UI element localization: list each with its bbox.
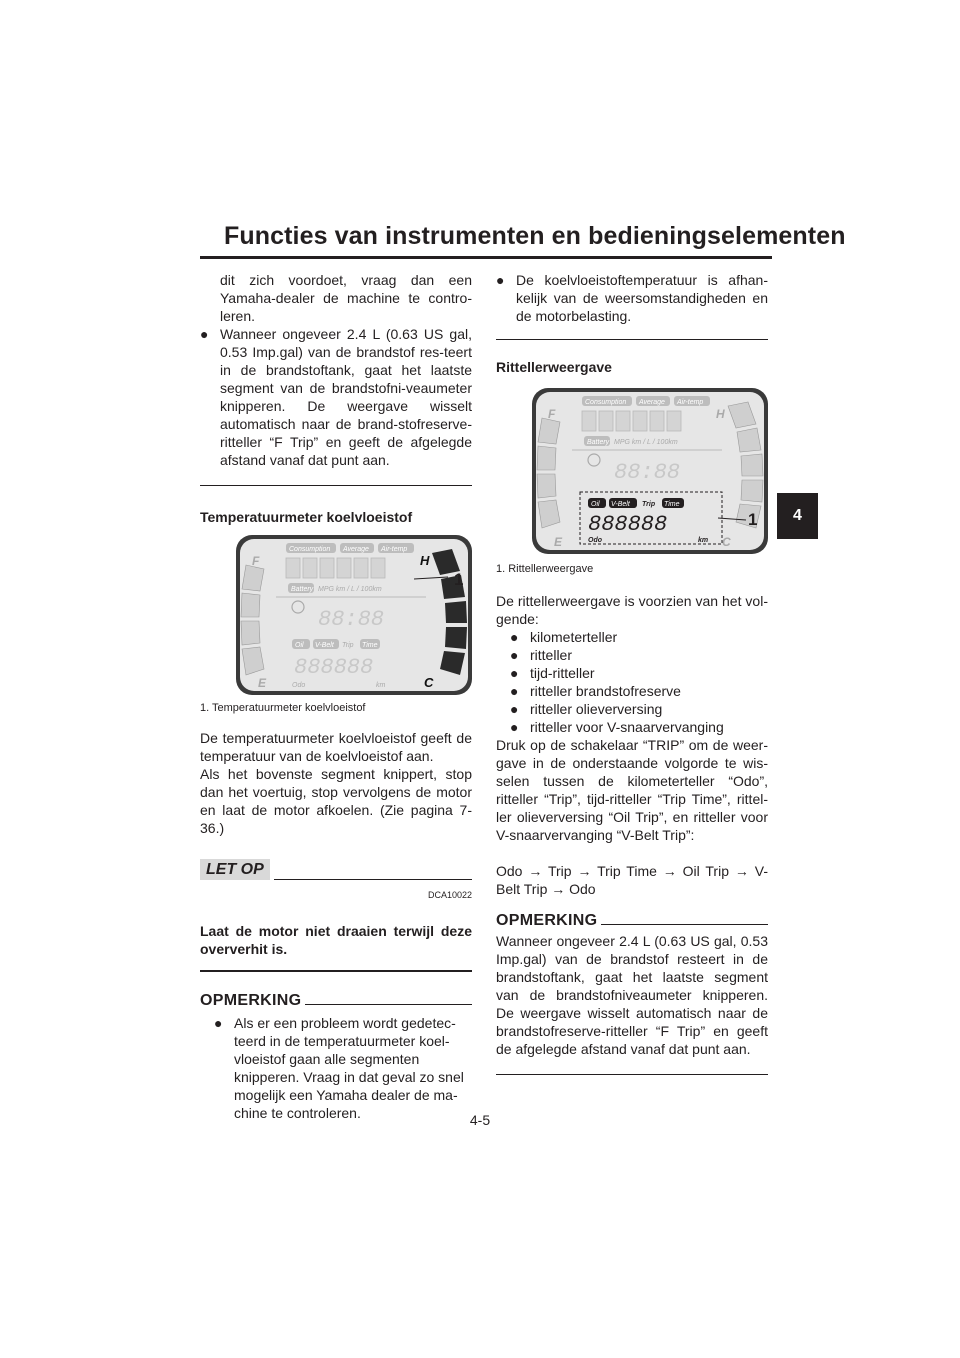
caution-rule: [274, 879, 472, 880]
list-item: [496, 664, 768, 682]
lcd-display-image: [236, 535, 472, 695]
bullet-item: [200, 325, 472, 469]
bullet-icon: ●: [510, 665, 519, 681]
figure-callout: 1: [454, 570, 464, 589]
page-header-title: Functies van instrumenten en bedieningselementen: [224, 222, 846, 250]
list-item: [496, 718, 768, 736]
note-header: [200, 992, 472, 1010]
lcd-oil: Oil: [591, 501, 600, 508]
lcd-units: MPG km / L / 100km: [614, 439, 678, 446]
callout-leader: [718, 514, 748, 534]
lcd-e-label: E: [554, 535, 563, 549]
body-text: De rittellerweergave is voorzien van het vol-gende:: [496, 593, 768, 627]
lcd-oil: Oil: [295, 642, 304, 649]
lcd-units: MPG km / L / 100km: [318, 586, 382, 593]
lcd-odo: Odo: [292, 682, 306, 689]
lcd-battery: Battery: [291, 586, 314, 593]
note-rule: [305, 1004, 472, 1005]
caution-text: Laat de motor niet draaien terwijl deze oververhit is.: [200, 923, 472, 957]
note-text: Wanneer ongeveer 2.4 L (0.63 US gal, 0.53 Imp.gal) van de brandstof resteert in de brandstoftank, gaat het laatste segment van de brandstofniveaumeter knipperen. De weergave wisselt automatisch naar de brandstofreserve-ritteller “F Trip” en geeft de afgelegde afstand vanaf dat punt aan.: [496, 933, 768, 1057]
lcd-clock: 88:88: [614, 460, 681, 485]
lcd-battery: Battery: [587, 439, 610, 446]
lcd-f-label: F: [548, 407, 556, 421]
right-column: [496, 271, 768, 1075]
lcd-trip: Trip: [342, 642, 354, 649]
section-heading: Temperatuurmeter koelvloeistof: [200, 509, 413, 525]
lcd-odo-digits: 888888: [588, 512, 668, 537]
section-heading: Rittellerweergave: [496, 359, 612, 375]
list-item-text: tijd-ritteller: [530, 665, 595, 681]
list-item: [496, 628, 768, 646]
lcd-average: Average: [639, 399, 665, 406]
body-text: De temperatuurmeter koelvloeistof geeft de temperatuur van de koelvloeistof aan.: [200, 730, 472, 764]
figure-caption: 1. Rittellerweergave: [496, 563, 594, 575]
lcd-clock: 88:88: [318, 607, 385, 632]
note-bullet-text: Als er een probleem wordt gedetec-teerd in de temperatuurmeter koel-vloeistof gaan alle segmenten knipperen. Vraag in dat geval zo snel mogelijk een Yamaha dealer de ma-chine te controleren.: [234, 1015, 464, 1121]
bullet-icon: ●: [496, 272, 505, 288]
lcd-trip: Trip: [642, 501, 656, 508]
caution-header: [200, 859, 472, 880]
lcd-e-label: E: [258, 676, 267, 690]
lcd-time: Time: [362, 642, 378, 649]
lcd-h-label: H: [716, 407, 725, 421]
bullet-icon: ●: [214, 1015, 223, 1031]
lcd-c-label: C: [424, 675, 434, 690]
list-item-text: kilometerteller: [530, 629, 618, 645]
left-column: [200, 271, 472, 1122]
lcd-km: km: [376, 682, 386, 689]
spacer: [496, 844, 768, 862]
page-number: 4-5: [469, 1112, 491, 1128]
note-rule: [601, 924, 768, 925]
bullet-text: De koelvloeistoftemperatuur is afhan-kelijk van de weersomstandigheden en de motorbelasting.: [516, 272, 768, 324]
bullet-icon: ●: [510, 629, 519, 645]
intro-text: dit zich voordoet, vraag dan een Yamaha-dealer de machine te contro-leren.: [220, 272, 472, 324]
trip-sequence: Odo → Trip → Trip Time → Oil Trip → V-Belt Trip → Odo: [496, 863, 768, 897]
divider: [200, 485, 472, 486]
note-label: OPMERKING: [496, 912, 598, 929]
lcd-airtemp: Air-temp: [677, 399, 704, 406]
lcd-consumption: Consumption: [289, 546, 331, 553]
lcd-f-label: F: [252, 554, 260, 568]
list-item-text: ritteller: [530, 647, 573, 663]
lcd-h-label: H: [420, 553, 430, 568]
figure-callout: 1: [748, 510, 758, 529]
bullet-item: [496, 271, 768, 325]
feature-list: [496, 628, 768, 736]
bullet-icon: ●: [510, 701, 519, 717]
lcd-c-label: C: [722, 535, 731, 549]
lcd-average: Average: [343, 546, 369, 553]
caution-badge: LET OP: [200, 859, 270, 880]
bullet-text: Wanneer ongeveer 2.4 L (0.63 US gal, 0.53 Imp.gal) van de brandstof res-teert in de brandstoftank, gaat het laatste segment van de brandstofni-veaumeter knipperen. De weergave wisselt automatisch naar de brand-stofreserve-ritteller “F Trip” en geeft de afgelegde afstand vanaf dat punt aan.: [220, 326, 472, 468]
list-item: [496, 682, 768, 700]
note-bullet: [200, 1014, 472, 1122]
list-item-text: ritteller brandstofreserve: [530, 683, 681, 699]
lcd-odo: Odo: [588, 537, 602, 544]
list-item-text: ritteller olieverversing: [530, 701, 663, 717]
bullet-icon: ●: [510, 647, 519, 663]
lcd-vbelt: V-Belt: [611, 501, 630, 508]
body-text: Druk op de schakelaar “TRIP” om de weer-gave in de onderstaande volgorde te wis-selen tussen de kilometerteller “Odo”, ritteller “Trip”, tijd-ritteller “Trip Time”, rittel-ler olieverversing “Oil Trip”, en ritteller voor V-snaarvervanging “V-Belt Trip”:: [496, 737, 768, 843]
bullet-icon: ●: [200, 326, 209, 342]
lcd-airtemp: Air-temp: [381, 546, 408, 553]
note-header: [496, 912, 768, 930]
header-rule: [200, 256, 772, 259]
list-item: [496, 700, 768, 718]
bullet-icon: ●: [510, 683, 519, 699]
lcd-consumption: Consumption: [585, 399, 627, 406]
caution-end-rule: [200, 970, 472, 972]
lcd-time: Time: [664, 501, 680, 508]
note-label: OPMERKING: [200, 992, 302, 1009]
bullet-icon: ●: [510, 719, 519, 735]
lcd-km: km: [698, 537, 709, 544]
divider: [496, 1074, 768, 1075]
divider: [496, 339, 768, 340]
chapter-tab: 4: [777, 493, 818, 539]
lcd-odo-digits: 888888: [294, 655, 374, 680]
list-item: [496, 646, 768, 664]
list-item-text: ritteller voor V-snaarvervanging: [530, 719, 724, 735]
lcd-figure-trip: [496, 388, 768, 556]
caution-code: DCA10022: [427, 890, 472, 900]
lcd-vbelt: V-Belt: [315, 642, 334, 649]
figure-caption: 1. Temperatuurmeter koelvloeistof: [200, 702, 366, 714]
body-text: Als het bovenste segment knippert, stop dan het voertuig, stop vervolgens de motor en laat de motor afkoelen. (Zie pagina 7-36.): [200, 766, 472, 836]
lcd-figure-temperature: [200, 535, 472, 695]
